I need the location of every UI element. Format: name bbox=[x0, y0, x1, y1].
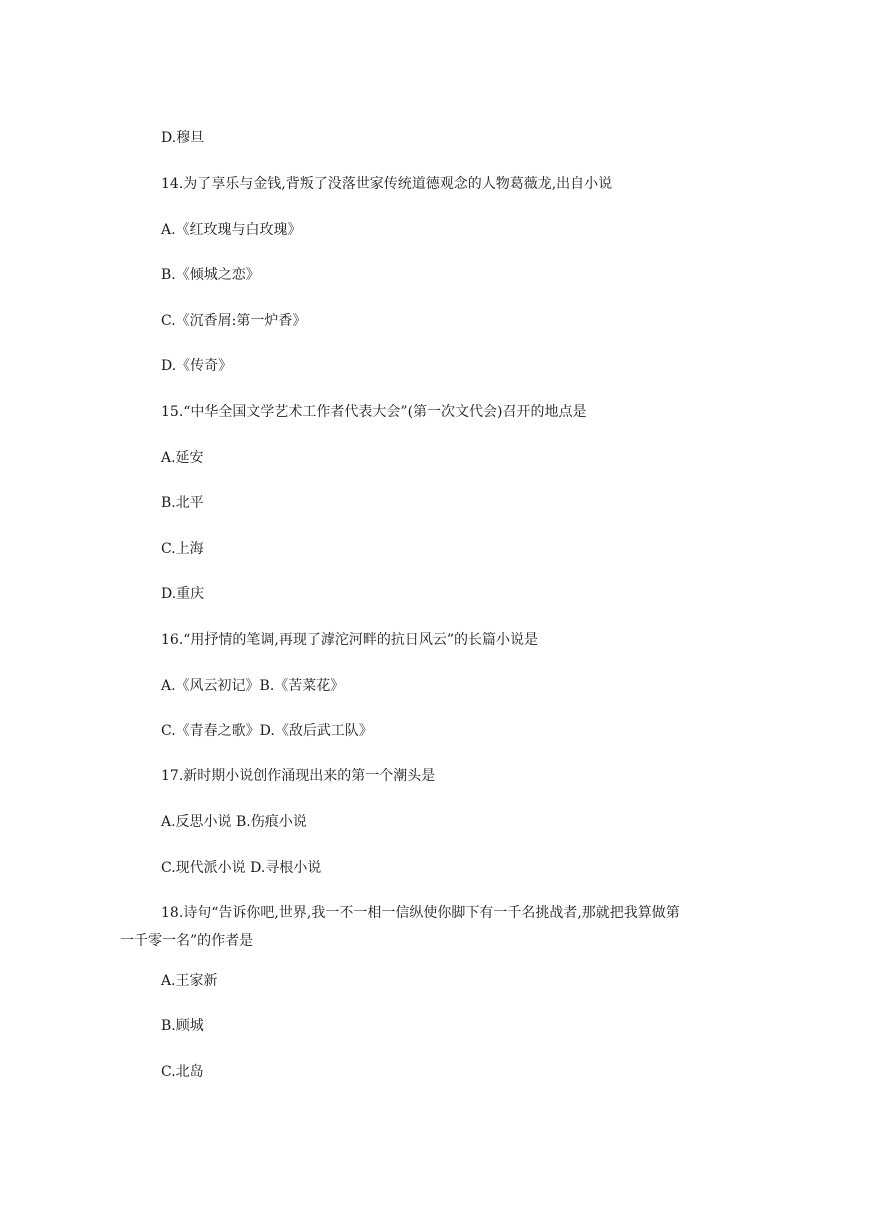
q18-question bbox=[120, 899, 741, 955]
q18-option-a: A.王家新 bbox=[161, 973, 218, 989]
q18-question-line2: 一千零一名”的作者是 bbox=[120, 933, 254, 949]
q16-options-cd: C.《青春之歌》D.《敌后武工队》 bbox=[161, 723, 373, 739]
q14-option-b: B.《倾城之恋》 bbox=[161, 267, 260, 283]
q17-question: 17.新时期小说创作涌现出来的第一个潮头是 bbox=[161, 768, 436, 784]
q17-options-cd: C.现代派小说 D.寻根小说 bbox=[161, 860, 322, 876]
q17-options-ab: A.反思小说 B.伤痕小说 bbox=[161, 814, 307, 830]
q18-option-c: C.北岛 bbox=[161, 1064, 204, 1080]
q14-option-d: D.《传奇》 bbox=[161, 358, 233, 374]
q18-option-b: B.顾城 bbox=[161, 1018, 204, 1034]
q14-option-c: C.《沉香屑:第一炉香》 bbox=[161, 313, 307, 329]
q18-question-line1: 18.诗句“告诉你吧,世界,我一不一相一信纵使你脚下有一千名挑战者,那就把我算做第 bbox=[161, 905, 680, 921]
q15-option-d: D.重庆 bbox=[161, 586, 205, 602]
q16-question: 16.“用抒情的笔调,再现了滹沱河畔的抗日风云”的长篇小说是 bbox=[161, 632, 539, 648]
q14-question: 14.为了享乐与金钱,背叛了没落世家传统道德观念的人物葛薇龙,出自小说 bbox=[161, 176, 613, 192]
q14-option-a: A.《红玫瑰与白玫瑰》 bbox=[161, 222, 302, 238]
q15-option-c: C.上海 bbox=[161, 541, 204, 557]
q15-question: 15.“中华全国文学艺术工作者代表大会”(第一次文代会)召开的地点是 bbox=[161, 404, 587, 420]
q15-option-b: B.北平 bbox=[161, 495, 204, 511]
q15-option-a: A.延安 bbox=[161, 450, 204, 466]
q16-options-ab: A.《风云初记》B.《苦菜花》 bbox=[161, 678, 345, 694]
q13-option-d: D.穆旦 bbox=[161, 130, 205, 146]
